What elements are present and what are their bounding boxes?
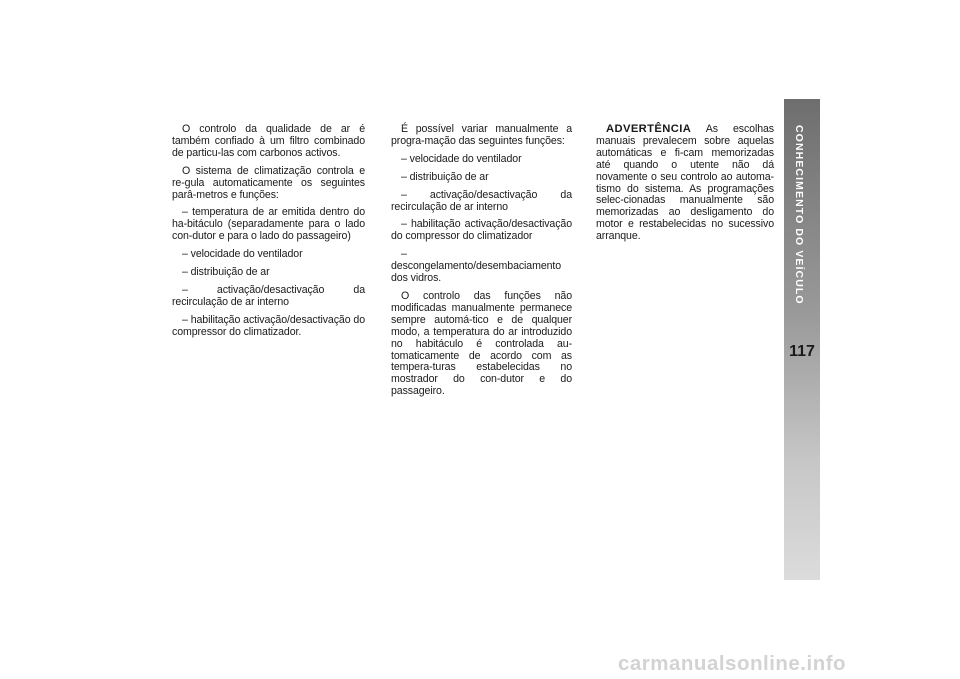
- text-column-2: [391, 124, 572, 404]
- section-title: CONHECIMENTO DO VEÍCULO: [793, 125, 805, 305]
- text-column-1: [172, 124, 365, 345]
- paragraph: – velocidade do ventilador: [182, 248, 303, 261]
- paragraph: – velocidade do ventilador: [401, 152, 522, 165]
- paragraph: O controlo da qualidade de ar é também confiado à um filtro combinado de particu-las com carbonos activos.: [172, 123, 365, 159]
- paragraph: – activação/desactivação da recirculação de ar interno: [391, 188, 572, 213]
- watermark: carmanualsonline.info: [618, 652, 847, 675]
- warning-paragraph: [596, 124, 774, 243]
- paragraph: – temperatura de ar emitida dentro do ha-bitáculo (separadamente para o lado con-dutor e para o lado do passageiro): [172, 206, 365, 243]
- paragraph: – descongelamento/desembaciamento dos vidros.: [391, 248, 562, 285]
- paragraph: O controlo das funções não modificadas manualmente permanece sempre automá-tico e de qualquer modo, a temperatura do ar introduzido no habitáculo é controlada au-tomaticamente de acordo com as tempera-turas estabelecidas no mostrador do con-dutor e do passageiro.: [391, 289, 572, 398]
- paragraph: É possível variar manualmente a progra-mação das seguintes funções:: [391, 123, 572, 147]
- paragraph: – habilitação activação/desactivação do compressor do climatizador: [391, 218, 572, 243]
- text-column-3: [596, 124, 774, 249]
- paragraph: O sistema de climatização controla e re-gula automaticamente os seguintes parâ-metros e funções:: [172, 164, 365, 201]
- page-number: 117: [789, 343, 815, 360]
- paragraph: – habilitação activação/desactivação do compressor do climatizador.: [172, 313, 365, 338]
- paragraph: – distribuição de ar: [182, 266, 270, 279]
- warning-label: ADVERTÊNCIA: [606, 123, 692, 135]
- paragraph: – distribuição de ar: [401, 170, 489, 183]
- paragraph: – activação/desactivação da recirculação de ar interno: [172, 283, 365, 308]
- warning-text: As escolhas manuais prevalecem sobre aquelas automáticas e fi-cam memorizadas até quando o utente não dá novamente o seu controlo ao automa-tismo do sistema. As programações selec-cionadas manualmente são memorizadas ao desligamento do motor e restabelecidas no sucessivo arranque.: [596, 123, 774, 243]
